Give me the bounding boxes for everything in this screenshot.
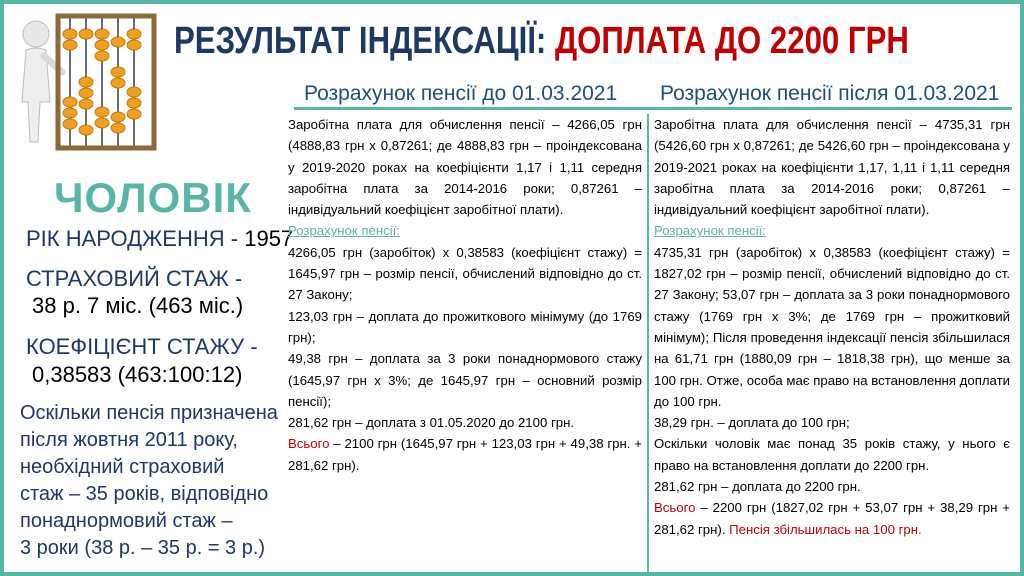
- note-line: понаднормовий стаж –: [20, 510, 233, 532]
- before-overtime-supplement: 49,38 грн – доплата за 3 роки понаднормового стажу (1645,97 грн х 3%; де 1645,97 грн – основний розмір пенсії);: [288, 351, 642, 409]
- after-calculation: [654, 114, 1010, 540]
- after-total-text: – 2200 грн (1827,02 грн + 53,07 грн + 38,29 грн + 281,62 грн).: [654, 500, 1010, 537]
- before-total: [288, 433, 642, 476]
- before-subheading: Розрахунок пенсії:: [288, 223, 400, 239]
- birth-value: 1957: [244, 226, 294, 251]
- insurance-value: 38 р. 7 міс. (463 міс.): [32, 293, 244, 318]
- after-total: [654, 497, 1010, 540]
- title-part-2: ДОПЛАТА ДО 2200 ГРН: [554, 20, 909, 62]
- note-line: після жовтня 2011 року,: [20, 429, 238, 451]
- note-line: Оскільки пенсія призначена: [20, 402, 278, 424]
- after-2200-supplement: 281,62 грн – доплата до 2200 грн.: [654, 479, 861, 495]
- before-base-pension: 4266,05 грн (заробіток) х 0,38583 (коефіцієнт стажу) = 1645,97 грн – розмір пенсії, обчислений відповідно до ст. 27 Закону;: [288, 244, 642, 303]
- birth-year-row: [26, 226, 293, 252]
- coef-label: КОЕФІЦІЄНТ СТАЖУ -: [26, 334, 258, 359]
- coef-value: 0,38583 (463:100:12): [32, 362, 243, 387]
- after-salary: Заробітна плата для обчислення пенсії – 4735,31 грн (5426,60 грн х 0,87261; де 5426,60 грн – проіндексована у 2019-2021 роках на коефіцієнти 1,17, 1,11 і 1,11 середня заробітна плата за 2014-2016 роки; 0,87261 – індивідуальний коефіцієнт заробітної плати).: [654, 117, 1010, 218]
- before-total-text: – 2100 грн (1645,97 грн + 123,03 грн + 49,38 грн. + 281,62 грн).: [288, 436, 642, 473]
- before-calculation: [288, 114, 642, 476]
- note-line: стаж – 35 років, відповідно: [20, 483, 269, 505]
- after-right-note: Оскільки чоловік має понад 35 років стажу, у нього є право на встановлення доплати до 2200 грн.: [654, 436, 1010, 473]
- abacus-figure-illustration: [14, 12, 164, 157]
- after-total-label: Всього: [654, 500, 696, 516]
- title-part-1: РЕЗУЛЬТАТ ІНДЕКСАЦІЇ:: [174, 20, 547, 62]
- before-subsistence-supplement: 123,03 грн – доплата до прожиткового мінімуму (до 1769 грн);: [288, 308, 642, 345]
- person-heading: ЧОЛОВІК: [54, 174, 252, 221]
- before-salary: Заробітна плата для обчислення пенсії – 4266,05 грн (4888,83 грн х 0,87261; де 4888,83 грн – проіндексована у 2019-2020 роках на коефіцієнти 1,17 і 1,11 середня заробітна плата за 2014-2016 роки; 0,87261 – індивідуальний коефіцієнт заробітної плати).: [288, 117, 642, 218]
- after-total-note: Пенсія збільшилась на 100 грн.: [729, 521, 922, 537]
- after-base-pension: 4735,31 грн (заробіток) х 0,38583 (коефіцієнт стажу) = 1827,02 грн – розмір пенсії, обчислений відповідно до ст. 27 Закону; 53,07 грн – доплата за 3 роки понаднормового стажу (1769 грн х 3%; де 1769 грн – прожитковий мінімум); Після проведення індексації пенсія збільшилася на 61,71 грн (1880,09 грн – 1818,38 грн), що менше за 100 грн. Отже, особа має право на встановлення доплати до 100 грн.: [654, 244, 1010, 409]
- after-heading: Розрахунок пенсії після 01.03.2021: [660, 82, 1000, 105]
- before-total-label: Всього: [288, 436, 330, 452]
- before-heading: Розрахунок пенсії до 01.03.2021: [304, 82, 618, 105]
- pension-note: [20, 400, 282, 562]
- note-line: 3 роки (38 р. – 35 р. = 3 р.): [20, 537, 266, 559]
- page-title: [174, 20, 909, 63]
- after-100-supplement: 38,29 грн. – доплата до 100 грн;: [654, 415, 850, 431]
- after-subheading: Розрахунок пенсії:: [654, 223, 766, 239]
- note-line: необхідний страховий: [20, 456, 225, 478]
- column-divider: [647, 114, 649, 572]
- birth-label: РІК НАРОДЖЕННЯ -: [26, 226, 239, 251]
- heading-divider: [294, 107, 1012, 110]
- before-2100-supplement: 281,62 грн – доплата з 01.05.2020 до 2100 грн.: [288, 415, 575, 431]
- insurance-label: СТРАХОВИЙ СТАЖ -: [26, 266, 243, 291]
